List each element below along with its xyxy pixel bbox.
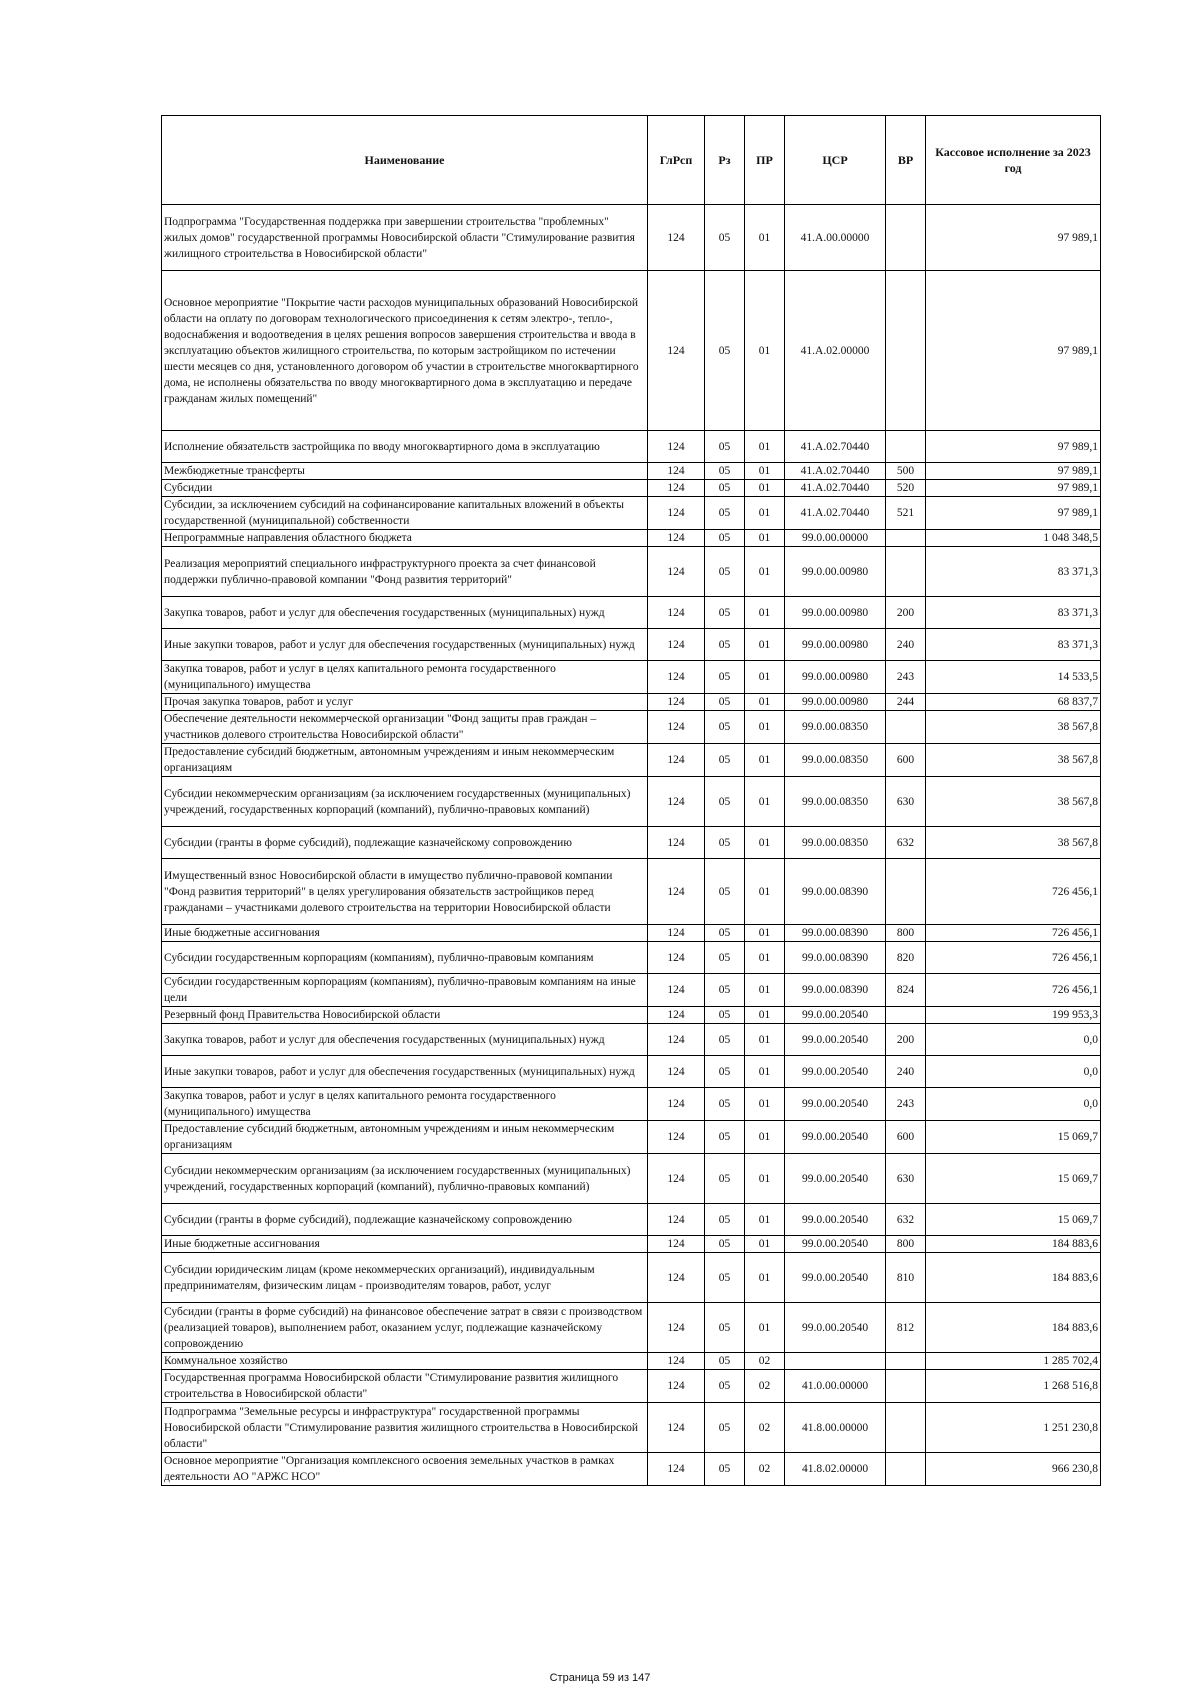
cell-glrsp: 124 bbox=[648, 1088, 705, 1121]
table-row bbox=[162, 1204, 1101, 1236]
cell-pr: 01 bbox=[745, 974, 785, 1007]
cell-name: Субсидии некоммерческим организациям (за исключением государственных (муниципальных) учреждений, государственных корпораций (компаний), публично-правовых компаний) bbox=[162, 1154, 648, 1204]
cell-pr: 01 bbox=[745, 463, 785, 480]
table-body bbox=[162, 205, 1101, 1486]
cell-pr: 01 bbox=[745, 530, 785, 547]
cell-rz: 05 bbox=[705, 480, 745, 497]
cell-csr: 41.А.02.70440 bbox=[785, 480, 886, 497]
cell-pr: 01 bbox=[745, 205, 785, 271]
table-row bbox=[162, 1403, 1101, 1453]
cell-pr: 01 bbox=[745, 942, 785, 974]
cell-name: Субсидии некоммерческим организациям (за исключением государственных (муниципальных) учреждений, государственных корпораций (компаний), публично-правовых компаний) bbox=[162, 777, 648, 827]
cell-rz: 05 bbox=[705, 1353, 745, 1370]
cell-glrsp: 124 bbox=[648, 694, 705, 711]
cell-pr: 01 bbox=[745, 1056, 785, 1088]
cell-vr: 243 bbox=[886, 661, 926, 694]
table-row bbox=[162, 942, 1101, 974]
cell-pr: 01 bbox=[745, 629, 785, 661]
cell-glrsp: 124 bbox=[648, 597, 705, 629]
cell-vr: 600 bbox=[886, 744, 926, 777]
cell-pr: 01 bbox=[745, 1204, 785, 1236]
cell-name: Закупка товаров, работ и услуг для обеспечения государственных (муниципальных) нужд bbox=[162, 597, 648, 629]
cell-csr: 99.0.00.20540 bbox=[785, 1024, 886, 1056]
cell-name: Субсидии, за исключением субсидий на софинансирование капитальных вложений в объекты государственной (муниципальной) собственности bbox=[162, 497, 648, 530]
cell-amount: 726 456,1 bbox=[926, 925, 1101, 942]
cell-csr: 41.А.02.00000 bbox=[785, 271, 886, 431]
cell-csr: 99.0.00.20540 bbox=[785, 1088, 886, 1121]
cell-pr: 02 bbox=[745, 1453, 785, 1486]
cell-rz: 05 bbox=[705, 1253, 745, 1303]
cell-rz: 05 bbox=[705, 1236, 745, 1253]
header-amount: Кассовое исполнение за 2023 год bbox=[926, 116, 1101, 205]
cell-csr: 99.0.00.00000 bbox=[785, 530, 886, 547]
cell-name: Основное мероприятие "Организация комплексного освоения земельных участков в рамках деятельности АО "АРЖС НСО" bbox=[162, 1453, 648, 1486]
cell-glrsp: 124 bbox=[648, 530, 705, 547]
cell-vr: 632 bbox=[886, 1204, 926, 1236]
cell-pr: 01 bbox=[745, 744, 785, 777]
cell-amount: 15 069,7 bbox=[926, 1204, 1101, 1236]
cell-rz: 05 bbox=[705, 925, 745, 942]
table-row bbox=[162, 974, 1101, 1007]
cell-vr bbox=[886, 1453, 926, 1486]
cell-glrsp: 124 bbox=[648, 629, 705, 661]
cell-vr: 630 bbox=[886, 777, 926, 827]
cell-glrsp: 124 bbox=[648, 1303, 705, 1353]
cell-csr: 41.А.02.70440 bbox=[785, 497, 886, 530]
cell-amount: 0,0 bbox=[926, 1056, 1101, 1088]
cell-glrsp: 124 bbox=[648, 431, 705, 463]
cell-glrsp: 124 bbox=[648, 925, 705, 942]
cell-rz: 05 bbox=[705, 827, 745, 859]
cell-amount: 1 268 516,8 bbox=[926, 1370, 1101, 1403]
cell-rz: 05 bbox=[705, 777, 745, 827]
cell-rz: 05 bbox=[705, 1204, 745, 1236]
table-row bbox=[162, 777, 1101, 827]
cell-pr: 01 bbox=[745, 711, 785, 744]
cell-rz: 05 bbox=[705, 1154, 745, 1204]
cell-name: Предоставление субсидий бюджетным, автономным учреждениям и иным некоммерческим организациям bbox=[162, 1121, 648, 1154]
cell-name: Резервный фонд Правительства Новосибирской области bbox=[162, 1007, 648, 1024]
cell-rz: 05 bbox=[705, 1453, 745, 1486]
cell-amount: 68 837,7 bbox=[926, 694, 1101, 711]
cell-amount: 15 069,7 bbox=[926, 1121, 1101, 1154]
table-row bbox=[162, 1088, 1101, 1121]
table-row bbox=[162, 1303, 1101, 1353]
cell-glrsp: 124 bbox=[648, 1353, 705, 1370]
cell-pr: 01 bbox=[745, 431, 785, 463]
cell-name: Иные закупки товаров, работ и услуг для обеспечения государственных (муниципальных) нужд bbox=[162, 1056, 648, 1088]
cell-vr bbox=[886, 431, 926, 463]
cell-amount: 1 251 230,8 bbox=[926, 1403, 1101, 1453]
table-row bbox=[162, 661, 1101, 694]
cell-vr: 632 bbox=[886, 827, 926, 859]
page-number: Страница 59 из 147 bbox=[549, 1672, 651, 1684]
cell-vr: 800 bbox=[886, 1236, 926, 1253]
table-row bbox=[162, 547, 1101, 597]
table-row bbox=[162, 1370, 1101, 1403]
cell-csr: 99.0.00.08350 bbox=[785, 744, 886, 777]
cell-glrsp: 124 bbox=[648, 744, 705, 777]
cell-glrsp: 124 bbox=[648, 497, 705, 530]
cell-amount: 1 048 348,5 bbox=[926, 530, 1101, 547]
cell-pr: 01 bbox=[745, 1303, 785, 1353]
table-row bbox=[162, 530, 1101, 547]
cell-pr: 01 bbox=[745, 1024, 785, 1056]
table-row bbox=[162, 431, 1101, 463]
cell-vr: 820 bbox=[886, 942, 926, 974]
cell-rz: 05 bbox=[705, 661, 745, 694]
cell-pr: 02 bbox=[745, 1403, 785, 1453]
cell-pr: 01 bbox=[745, 497, 785, 530]
cell-vr: 630 bbox=[886, 1154, 926, 1204]
cell-rz: 05 bbox=[705, 1403, 745, 1453]
cell-glrsp: 124 bbox=[648, 1056, 705, 1088]
cell-amount: 0,0 bbox=[926, 1088, 1101, 1121]
cell-pr: 01 bbox=[745, 1236, 785, 1253]
table-row bbox=[162, 1024, 1101, 1056]
cell-csr: 99.0.00.20540 bbox=[785, 1303, 886, 1353]
cell-rz: 05 bbox=[705, 547, 745, 597]
cell-glrsp: 124 bbox=[648, 1236, 705, 1253]
cell-vr: 520 bbox=[886, 480, 926, 497]
table-row bbox=[162, 205, 1101, 271]
cell-name: Реализация мероприятий специального инфраструктурного проекта за счет финансовой поддержки публично-правовой компании "Фонд развития территорий" bbox=[162, 547, 648, 597]
cell-amount: 726 456,1 bbox=[926, 859, 1101, 925]
cell-amount: 14 533,5 bbox=[926, 661, 1101, 694]
cell-amount: 38 567,8 bbox=[926, 827, 1101, 859]
cell-amount: 97 989,1 bbox=[926, 431, 1101, 463]
header-name: Наименование bbox=[162, 116, 648, 205]
cell-name: Прочая закупка товаров, работ и услуг bbox=[162, 694, 648, 711]
cell-rz: 05 bbox=[705, 1056, 745, 1088]
cell-vr: 600 bbox=[886, 1121, 926, 1154]
cell-rz: 05 bbox=[705, 1121, 745, 1154]
cell-name: Иные бюджетные ассигнования bbox=[162, 1236, 648, 1253]
cell-name: Субсидии bbox=[162, 480, 648, 497]
cell-glrsp: 124 bbox=[648, 661, 705, 694]
cell-pr: 01 bbox=[745, 859, 785, 925]
cell-rz: 05 bbox=[705, 694, 745, 711]
cell-csr: 99.0.00.00980 bbox=[785, 597, 886, 629]
cell-csr: 99.0.00.08390 bbox=[785, 925, 886, 942]
cell-rz: 05 bbox=[705, 1007, 745, 1024]
table-row bbox=[162, 497, 1101, 530]
cell-csr bbox=[785, 1353, 886, 1370]
cell-amount: 97 989,1 bbox=[926, 271, 1101, 431]
cell-amount: 1 285 702,4 bbox=[926, 1353, 1101, 1370]
table-row bbox=[162, 827, 1101, 859]
header-glrsp: ГлРсп bbox=[648, 116, 705, 205]
cell-name: Закупка товаров, работ и услуг для обеспечения государственных (муниципальных) нужд bbox=[162, 1024, 648, 1056]
cell-amount: 38 567,8 bbox=[926, 777, 1101, 827]
cell-rz: 05 bbox=[705, 942, 745, 974]
cell-name: Обеспечение деятельности некоммерческой организации "Фонд защиты прав граждан – участников долевого строительства Новосибирской области" bbox=[162, 711, 648, 744]
cell-csr: 99.0.00.20540 bbox=[785, 1121, 886, 1154]
cell-csr: 41.А.02.70440 bbox=[785, 463, 886, 480]
cell-pr: 01 bbox=[745, 480, 785, 497]
cell-pr: 01 bbox=[745, 827, 785, 859]
budget-page bbox=[161, 115, 1100, 1486]
cell-name: Субсидии юридическим лицам (кроме некоммерческих организаций), индивидуальным предпринимателям, физическим лицам - производителям товаров, работ, услуг bbox=[162, 1253, 648, 1303]
cell-name: Основное мероприятие "Покрытие части расходов муниципальных образований Новосибирской области на оплату по договорам технологического присоединения к сетям электро-, тепло-, водоснабжения и водоотведения в целях решения вопросов завершения строительства и ввода в эксплуатацию объектов жилищного строительства, по которым застройщиком по истечении шести месяцев со дня, установленного договором об участии в строительстве многоквартирного дома, не исполнены обязательства по вводу многоквартирного дома в эксплуатацию и передаче гражданам жилых помещений" bbox=[162, 271, 648, 431]
cell-rz: 05 bbox=[705, 974, 745, 1007]
cell-glrsp: 124 bbox=[648, 974, 705, 1007]
cell-vr bbox=[886, 271, 926, 431]
cell-amount: 0,0 bbox=[926, 1024, 1101, 1056]
cell-vr bbox=[886, 547, 926, 597]
cell-vr: 824 bbox=[886, 974, 926, 1007]
cell-vr: 244 bbox=[886, 694, 926, 711]
cell-rz: 05 bbox=[705, 629, 745, 661]
cell-amount: 726 456,1 bbox=[926, 942, 1101, 974]
table-row bbox=[162, 694, 1101, 711]
table-row bbox=[162, 1121, 1101, 1154]
cell-vr bbox=[886, 205, 926, 271]
cell-amount: 726 456,1 bbox=[926, 974, 1101, 1007]
cell-vr: 800 bbox=[886, 925, 926, 942]
cell-name: Коммунальное хозяйство bbox=[162, 1353, 648, 1370]
cell-vr bbox=[886, 859, 926, 925]
table-row bbox=[162, 1236, 1101, 1253]
header-csr: ЦСР bbox=[785, 116, 886, 205]
table-row bbox=[162, 271, 1101, 431]
cell-name: Субсидии государственным корпорациям (компаниям), публично-правовым компаниям bbox=[162, 942, 648, 974]
cell-csr: 99.0.00.00980 bbox=[785, 661, 886, 694]
cell-pr: 01 bbox=[745, 1088, 785, 1121]
table-row bbox=[162, 629, 1101, 661]
cell-csr: 99.0.00.08390 bbox=[785, 974, 886, 1007]
cell-glrsp: 124 bbox=[648, 711, 705, 744]
cell-glrsp: 124 bbox=[648, 463, 705, 480]
cell-pr: 01 bbox=[745, 1253, 785, 1303]
cell-name: Государственная программа Новосибирской области "Стимулирование развития жилищного строительства в Новосибирской области" bbox=[162, 1370, 648, 1403]
cell-csr: 99.0.00.00980 bbox=[785, 629, 886, 661]
cell-rz: 05 bbox=[705, 597, 745, 629]
header-rz: Рз bbox=[705, 116, 745, 205]
cell-glrsp: 124 bbox=[648, 1253, 705, 1303]
cell-amount: 97 989,1 bbox=[926, 463, 1101, 480]
cell-amount: 83 371,3 bbox=[926, 629, 1101, 661]
cell-name: Иные закупки товаров, работ и услуг для обеспечения государственных (муниципальных) нужд bbox=[162, 629, 648, 661]
cell-pr: 01 bbox=[745, 597, 785, 629]
budget-table bbox=[161, 115, 1101, 1486]
cell-pr: 01 bbox=[745, 694, 785, 711]
cell-amount: 83 371,3 bbox=[926, 547, 1101, 597]
cell-glrsp: 124 bbox=[648, 480, 705, 497]
table-row bbox=[162, 1253, 1101, 1303]
cell-csr: 99.0.00.20540 bbox=[785, 1007, 886, 1024]
cell-csr: 99.0.00.08350 bbox=[785, 777, 886, 827]
cell-name: Иные бюджетные ассигнования bbox=[162, 925, 648, 942]
cell-glrsp: 124 bbox=[648, 547, 705, 597]
cell-rz: 05 bbox=[705, 859, 745, 925]
cell-csr: 41.8.00.00000 bbox=[785, 1403, 886, 1453]
cell-pr: 01 bbox=[745, 661, 785, 694]
table-row bbox=[162, 463, 1101, 480]
table-row bbox=[162, 1007, 1101, 1024]
cell-vr bbox=[886, 530, 926, 547]
cell-amount: 184 883,6 bbox=[926, 1236, 1101, 1253]
cell-amount: 38 567,8 bbox=[926, 711, 1101, 744]
cell-name: Межбюджетные трансферты bbox=[162, 463, 648, 480]
cell-pr: 01 bbox=[745, 1007, 785, 1024]
table-row bbox=[162, 480, 1101, 497]
cell-amount: 38 567,8 bbox=[926, 744, 1101, 777]
cell-glrsp: 124 bbox=[648, 942, 705, 974]
table-row bbox=[162, 711, 1101, 744]
cell-pr: 01 bbox=[745, 1154, 785, 1204]
cell-glrsp: 124 bbox=[648, 1370, 705, 1403]
cell-pr: 01 bbox=[745, 925, 785, 942]
cell-pr: 01 bbox=[745, 271, 785, 431]
cell-name: Подпрограмма "Государственная поддержка при завершении строительства "проблемных" жилых домов" государственной программы Новосибирской области "Стимулирование развития жилищного строительства в Новосибирской области" bbox=[162, 205, 648, 271]
cell-name: Субсидии (гранты в форме субсидий), подлежащие казначейскому сопровождению bbox=[162, 827, 648, 859]
cell-amount: 184 883,6 bbox=[926, 1303, 1101, 1353]
cell-pr: 01 bbox=[745, 547, 785, 597]
cell-pr: 01 bbox=[745, 1121, 785, 1154]
cell-rz: 05 bbox=[705, 1370, 745, 1403]
cell-name: Имущественный взнос Новосибирской области в имущество публично-правовой компании "Фонд развития территорий" в целях урегулирования обязательств застройщиков перед гражданами – участниками долевого строительства на территории Новосибирской области bbox=[162, 859, 648, 925]
cell-name: Закупка товаров, работ и услуг в целях капитального ремонта государственного (муниципального) имущества bbox=[162, 661, 648, 694]
cell-vr: 810 bbox=[886, 1253, 926, 1303]
cell-glrsp: 124 bbox=[648, 1024, 705, 1056]
cell-rz: 05 bbox=[705, 711, 745, 744]
cell-csr: 99.0.00.20540 bbox=[785, 1236, 886, 1253]
cell-glrsp: 124 bbox=[648, 1007, 705, 1024]
cell-name: Исполнение обязательств застройщика по вводу многоквартирного дома в эксплуатацию bbox=[162, 431, 648, 463]
cell-vr: 240 bbox=[886, 629, 926, 661]
cell-vr bbox=[886, 1403, 926, 1453]
cell-rz: 05 bbox=[705, 1088, 745, 1121]
cell-amount: 97 989,1 bbox=[926, 205, 1101, 271]
cell-rz: 05 bbox=[705, 463, 745, 480]
table-row bbox=[162, 1453, 1101, 1486]
cell-csr: 99.0.00.20540 bbox=[785, 1253, 886, 1303]
table-row bbox=[162, 1353, 1101, 1370]
cell-glrsp: 124 bbox=[648, 777, 705, 827]
header-vr: ВР bbox=[886, 116, 926, 205]
cell-glrsp: 124 bbox=[648, 205, 705, 271]
cell-rz: 05 bbox=[705, 271, 745, 431]
cell-glrsp: 124 bbox=[648, 1154, 705, 1204]
cell-csr: 99.0.00.00980 bbox=[785, 694, 886, 711]
cell-rz: 05 bbox=[705, 530, 745, 547]
cell-name: Субсидии (гранты в форме субсидий) на финансовое обеспечение затрат в связи с производством (реализацией товаров), выполнением работ, оказанием услуг, подлежащие казначейскому сопровождению bbox=[162, 1303, 648, 1353]
cell-csr: 99.0.00.08350 bbox=[785, 711, 886, 744]
cell-amount: 15 069,7 bbox=[926, 1154, 1101, 1204]
cell-vr: 200 bbox=[886, 597, 926, 629]
cell-rz: 05 bbox=[705, 431, 745, 463]
cell-vr bbox=[886, 1370, 926, 1403]
cell-rz: 05 bbox=[705, 497, 745, 530]
cell-rz: 05 bbox=[705, 1024, 745, 1056]
cell-vr bbox=[886, 1007, 926, 1024]
cell-csr: 99.0.00.00980 bbox=[785, 547, 886, 597]
cell-csr: 99.0.00.20540 bbox=[785, 1056, 886, 1088]
cell-vr: 240 bbox=[886, 1056, 926, 1088]
cell-amount: 83 371,3 bbox=[926, 597, 1101, 629]
cell-vr: 500 bbox=[886, 463, 926, 480]
cell-name: Непрограммные направления областного бюджета bbox=[162, 530, 648, 547]
cell-csr: 41.А.00.00000 bbox=[785, 205, 886, 271]
table-row bbox=[162, 859, 1101, 925]
cell-vr: 812 bbox=[886, 1303, 926, 1353]
cell-glrsp: 124 bbox=[648, 1453, 705, 1486]
cell-pr: 01 bbox=[745, 777, 785, 827]
cell-vr: 200 bbox=[886, 1024, 926, 1056]
cell-name: Подпрограмма "Земельные ресурсы и инфраструктура" государственной программы Новосибирской области "Стимулирование развития жилищного строительства в Новосибирской области" bbox=[162, 1403, 648, 1453]
cell-name: Закупка товаров, работ и услуг в целях капитального ремонта государственного (муниципального) имущества bbox=[162, 1088, 648, 1121]
table-row bbox=[162, 597, 1101, 629]
cell-name: Предоставление субсидий бюджетным, автономным учреждениям и иным некоммерческим организациям bbox=[162, 744, 648, 777]
cell-rz: 05 bbox=[705, 744, 745, 777]
table-header-row bbox=[162, 116, 1101, 205]
cell-csr: 41.А.02.70440 bbox=[785, 431, 886, 463]
cell-csr: 41.8.02.00000 bbox=[785, 1453, 886, 1486]
cell-name: Субсидии государственным корпорациям (компаниям), публично-правовым компаниям на иные цели bbox=[162, 974, 648, 1007]
cell-pr: 02 bbox=[745, 1353, 785, 1370]
cell-csr: 41.0.00.00000 bbox=[785, 1370, 886, 1403]
cell-name: Субсидии (гранты в форме субсидий), подлежащие казначейскому сопровождению bbox=[162, 1204, 648, 1236]
cell-glrsp: 124 bbox=[648, 1121, 705, 1154]
header-pr: ПР bbox=[745, 116, 785, 205]
cell-vr: 243 bbox=[886, 1088, 926, 1121]
table-row bbox=[162, 1154, 1101, 1204]
cell-rz: 05 bbox=[705, 1303, 745, 1353]
cell-csr: 99.0.00.20540 bbox=[785, 1204, 886, 1236]
cell-glrsp: 124 bbox=[648, 1204, 705, 1236]
cell-csr: 99.0.00.08350 bbox=[785, 827, 886, 859]
cell-vr bbox=[886, 1353, 926, 1370]
cell-vr: 521 bbox=[886, 497, 926, 530]
cell-amount: 184 883,6 bbox=[926, 1253, 1101, 1303]
cell-amount: 966 230,8 bbox=[926, 1453, 1101, 1486]
cell-pr: 02 bbox=[745, 1370, 785, 1403]
cell-amount: 199 953,3 bbox=[926, 1007, 1101, 1024]
cell-amount: 97 989,1 bbox=[926, 497, 1101, 530]
cell-amount: 97 989,1 bbox=[926, 480, 1101, 497]
cell-vr bbox=[886, 711, 926, 744]
cell-csr: 99.0.00.20540 bbox=[785, 1154, 886, 1204]
cell-rz: 05 bbox=[705, 205, 745, 271]
table-row bbox=[162, 925, 1101, 942]
cell-glrsp: 124 bbox=[648, 827, 705, 859]
table-row bbox=[162, 1056, 1101, 1088]
cell-csr: 99.0.00.08390 bbox=[785, 942, 886, 974]
cell-csr: 99.0.00.08390 bbox=[785, 859, 886, 925]
table-row bbox=[162, 744, 1101, 777]
cell-glrsp: 124 bbox=[648, 1403, 705, 1453]
cell-glrsp: 124 bbox=[648, 271, 705, 431]
cell-glrsp: 124 bbox=[648, 859, 705, 925]
